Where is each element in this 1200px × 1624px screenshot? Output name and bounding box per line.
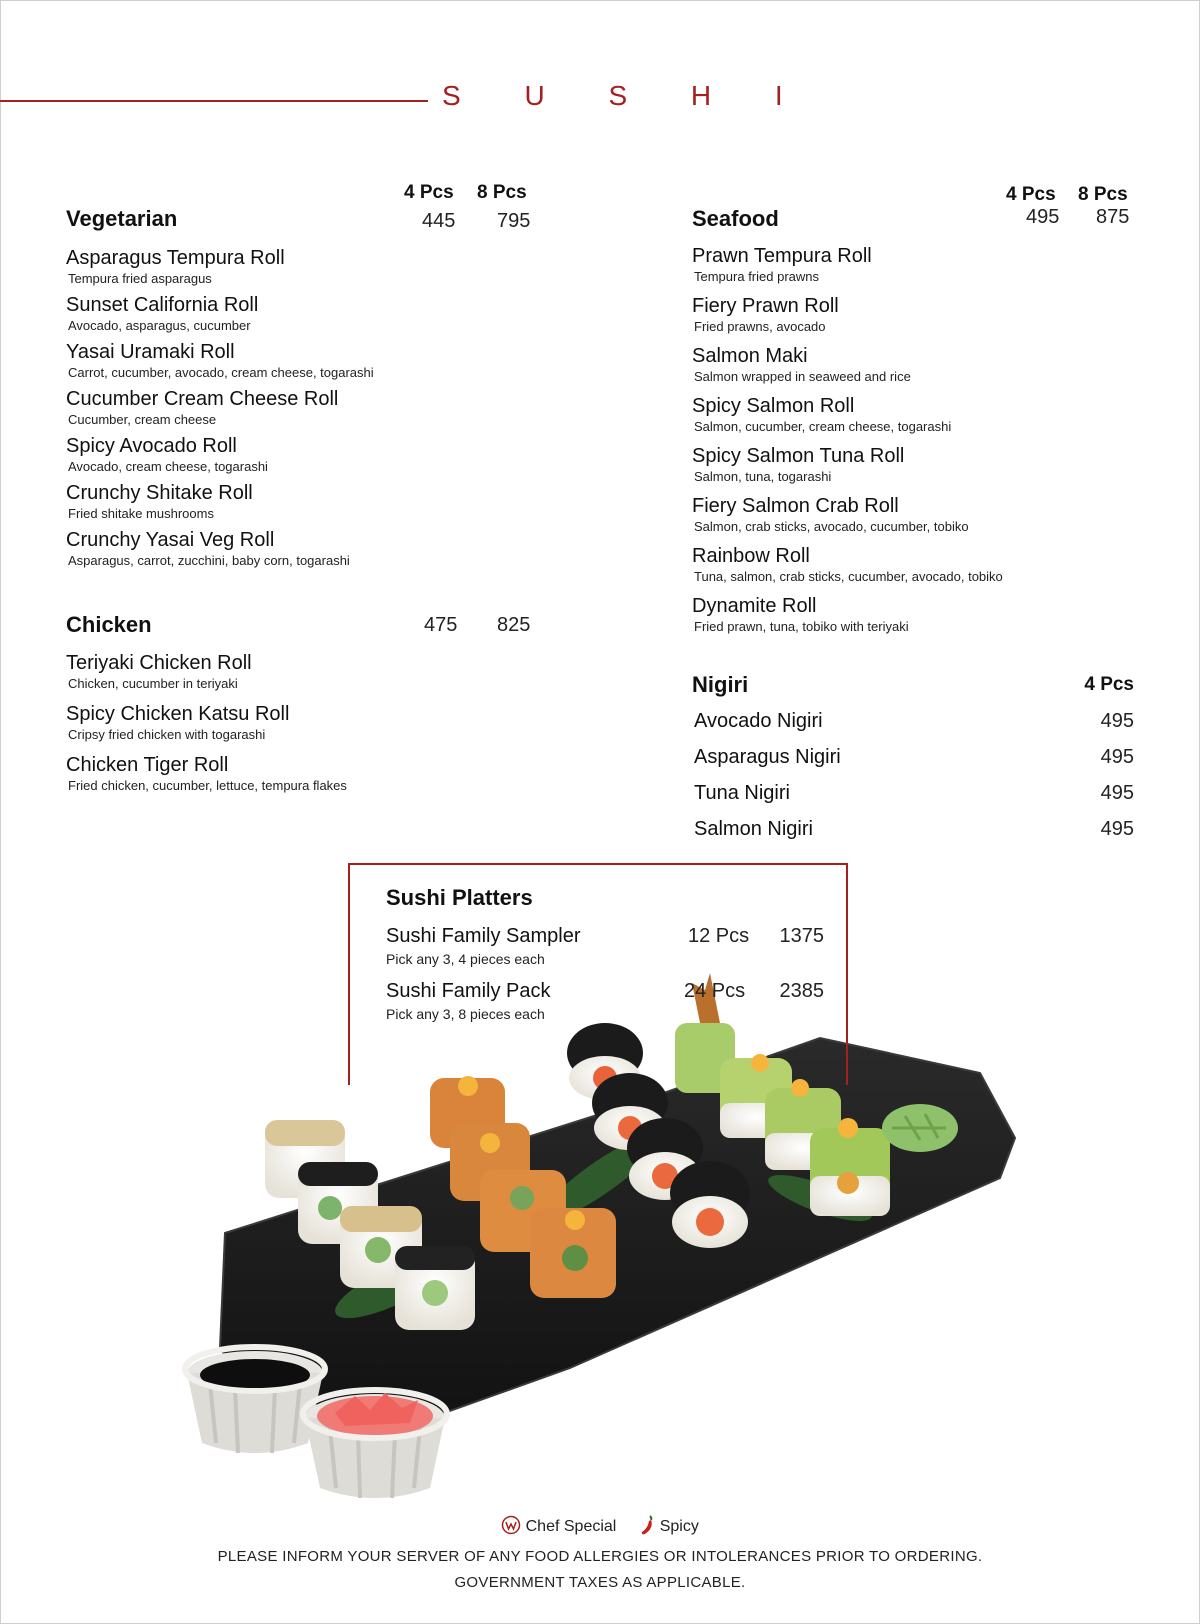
chef-special-label: Chef Special <box>525 1518 617 1535</box>
seafood-price-8pcs: 875 <box>1096 206 1130 228</box>
menu-item-desc: Fried prawns, avocado <box>694 319 826 334</box>
vegetarian-col-4pcs: 4 Pcs <box>404 182 454 203</box>
nigiri-row <box>692 710 1134 746</box>
menu-item <box>66 753 536 794</box>
menu-item-desc: Salmon, tuna, togarashi <box>694 469 832 484</box>
platter-name: Sushi Family Pack <box>386 980 551 1002</box>
nigiri-price: 495 <box>1100 746 1134 768</box>
nigiri-name: Avocado Nigiri <box>694 710 823 732</box>
menu-item <box>66 481 536 522</box>
chicken-price-4pcs: 475 <box>424 614 458 636</box>
vegetarian-title: Vegetarian <box>66 206 178 231</box>
platter-name: Sushi Family Sampler <box>386 925 581 947</box>
platter-price: 2385 <box>779 980 824 1002</box>
nigiri-price: 495 <box>1100 818 1134 840</box>
menu-item-desc: Salmon, cucumber, cream cheese, togarashi <box>694 419 952 434</box>
menu-item <box>66 246 536 287</box>
platter-desc: Pick any 3, 8 pieces each <box>386 1006 545 1022</box>
menu-item-desc: Avocado, cream cheese, togarashi <box>68 459 268 474</box>
menu-item-name: Teriyaki Chicken Roll <box>66 652 252 674</box>
menu-item-desc: Asparagus, carrot, zucchini, baby corn, togarashi <box>68 553 350 568</box>
nigiri-name: Tuna Nigiri <box>694 782 790 804</box>
menu-item-desc: Tempura fried prawns <box>694 269 819 284</box>
chicken-title: Chicken <box>66 612 152 637</box>
menu-item <box>66 702 536 743</box>
menu-item-name: Spicy Chicken Katsu Roll <box>66 703 290 725</box>
menu-item <box>692 294 1134 335</box>
seafood-col-4pcs: 4 Pcs <box>1006 184 1056 205</box>
title-rule <box>0 100 428 102</box>
chili-icon <box>639 1514 655 1536</box>
nigiri-row <box>692 746 1134 782</box>
platter-desc: Pick any 3, 4 pieces each <box>386 951 545 967</box>
menu-item <box>66 528 536 569</box>
nigiri-title: Nigiri <box>692 672 749 697</box>
menu-item-name: Cucumber Cream Cheese Roll <box>66 388 339 410</box>
menu-item-name: Salmon Maki <box>692 345 808 367</box>
menu-item-name: Yasai Uramaki Roll <box>66 341 235 363</box>
menu-item-desc: Fried prawn, tuna, tobiko with teriyaki <box>694 619 909 634</box>
legend <box>0 1514 1200 1536</box>
seafood-title: Seafood <box>692 206 779 231</box>
spicy-label: Spicy <box>659 1518 699 1535</box>
menu-item <box>66 293 536 334</box>
nigiri-row <box>692 782 1134 818</box>
chicken-price-8pcs: 825 <box>497 614 531 636</box>
menu-item-name: Spicy Avocado Roll <box>66 435 237 457</box>
chicken-section <box>66 612 536 804</box>
menu-item-name: Fiery Prawn Roll <box>692 295 839 317</box>
seafood-price-4pcs: 495 <box>1026 206 1060 228</box>
nigiri-price: 495 <box>1100 782 1134 804</box>
vegetarian-price-8pcs: 795 <box>497 210 531 232</box>
vegetarian-col-8pcs: 8 Pcs <box>477 182 527 203</box>
menu-item-desc: Carrot, cucumber, avocado, cream cheese, togarashi <box>68 365 374 380</box>
menu-item <box>692 594 1134 635</box>
menu-item-name: Rainbow Roll <box>692 545 810 567</box>
seafood-col-8pcs: 8 Pcs <box>1078 184 1128 205</box>
platter-pcs: 24 Pcs <box>684 980 746 1002</box>
vegetarian-section <box>66 182 536 575</box>
menu-item-name: Dynamite Roll <box>692 595 817 617</box>
menu-item <box>692 444 1134 485</box>
nigiri-col-4pcs: 4 Pcs <box>1084 674 1134 695</box>
menu-item-desc: Fried shitake mushrooms <box>68 506 214 521</box>
menu-item-desc: Cucumber, cream cheese <box>68 412 217 427</box>
menu-item-desc: Salmon, crab sticks, avocado, cucumber, tobiko <box>694 519 969 534</box>
tax-notice: GOVERNMENT TAXES AS APPLICABLE. <box>454 1574 746 1591</box>
menu-item-name: Crunchy Shitake Roll <box>66 482 253 504</box>
menu-item <box>692 244 1134 285</box>
platter-pcs: 12 Pcs <box>688 925 750 947</box>
menu-item-desc: Salmon wrapped in seaweed and rice <box>694 369 911 384</box>
menu-item <box>692 544 1134 585</box>
menu-item-name: Crunchy Yasai Veg Roll <box>66 529 275 551</box>
menu-item-desc: Tuna, salmon, crab sticks, cucumber, avocado, tobiko <box>694 569 1003 584</box>
menu-item <box>66 651 536 692</box>
nigiri-section <box>692 672 1134 854</box>
menu-item-desc: Chicken, cucumber in teriyaki <box>68 676 238 691</box>
menu-item <box>66 340 536 381</box>
menu-item-desc: Tempura fried asparagus <box>68 271 212 286</box>
platter-row <box>386 980 826 1035</box>
menu-item-desc: Cripsy fried chicken with togarashi <box>68 727 266 742</box>
menu-item-name: Spicy Salmon Tuna Roll <box>692 445 905 467</box>
nigiri-price: 495 <box>1100 710 1134 732</box>
platters-section <box>386 885 826 1035</box>
menu-item <box>692 344 1134 385</box>
menu-item <box>692 394 1134 435</box>
menu-item-name: Sunset California Roll <box>66 294 259 316</box>
platter-row <box>386 925 826 980</box>
seafood-section <box>692 184 1134 644</box>
menu-item-desc: Fried chicken, cucumber, lettuce, tempura flakes <box>68 778 347 793</box>
vegetarian-price-4pcs: 445 <box>422 210 456 232</box>
chef-special-icon <box>501 1515 521 1535</box>
menu-item-desc: Avocado, asparagus, cucumber <box>68 318 251 333</box>
menu-item <box>66 387 536 428</box>
nigiri-name: Salmon Nigiri <box>694 818 813 840</box>
nigiri-row <box>692 818 1134 854</box>
menu-item-name: Chicken Tiger Roll <box>66 754 229 776</box>
menu-item <box>66 434 536 475</box>
platter-price: 1375 <box>779 925 824 947</box>
menu-item <box>692 494 1134 535</box>
page-title: S U S H I <box>442 80 811 111</box>
menu-item-name: Asparagus Tempura Roll <box>66 247 285 269</box>
allergy-notice: PLEASE INFORM YOUR SERVER OF ANY FOOD ALLERGIES OR INTOLERANCES PRIOR TO ORDERING. <box>217 1548 983 1565</box>
platters-title: Sushi Platters <box>386 885 533 910</box>
menu-item-name: Prawn Tempura Roll <box>692 245 872 267</box>
nigiri-name: Asparagus Nigiri <box>694 746 841 768</box>
menu-item-name: Fiery Salmon Crab Roll <box>692 495 899 517</box>
menu-item-name: Spicy Salmon Roll <box>692 395 855 417</box>
